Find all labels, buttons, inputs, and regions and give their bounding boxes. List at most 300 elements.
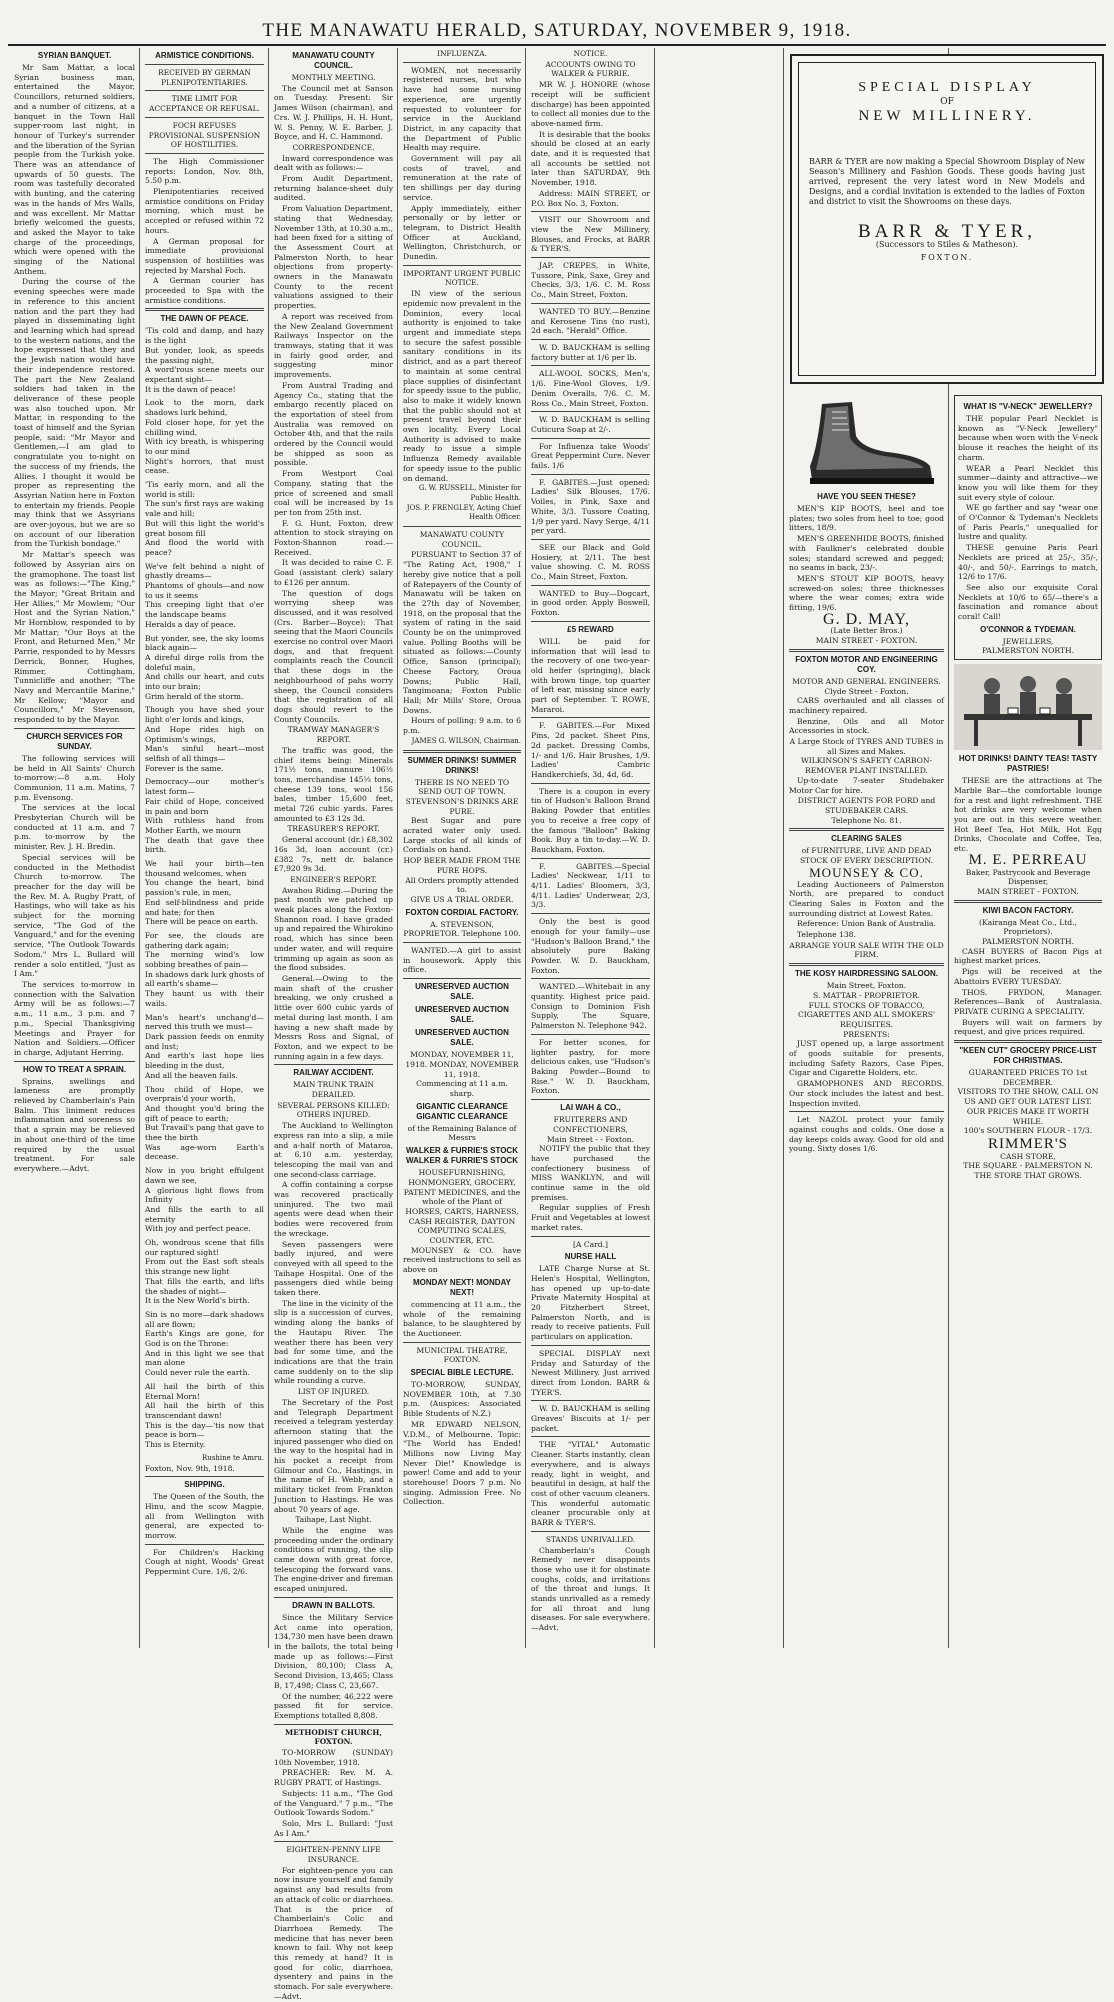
- divider: [531, 1034, 650, 1035]
- divider: [403, 265, 521, 266]
- railway-accident-heading: RAILWAY ACCIDENT.: [293, 1068, 374, 1078]
- advert-line: JUST opened up, a large assortment of goods suitable for presents, including Safety Razors, Case Pipes, Cigar and Cigarette Holders, etc.: [789, 1039, 944, 1078]
- poem-line: With ruthless hand from Mother Earth, we mourn: [145, 816, 264, 835]
- advert-line: commencing at 11 a.m., the whole of the remaining balance, to be slaughtered by the Auctioneer.: [403, 1299, 521, 1338]
- column-6: [785, 392, 948, 1648]
- classified-ad: THE "VITAL" Automatic Cleaner. Starts instantly, clean everywhere, and is always ready, light in weight, and beautiful in design, at half the cost of other vacuum cleaners. This wonderful automatic cleaner procurable only at BARR & TYER'S.: [531, 1440, 650, 1528]
- notice-heading: NOTICE.: [573, 49, 608, 58]
- article-paragraph: Solo, Mrs L. Bullard: "Just As I Am.": [274, 1818, 393, 1838]
- influenza-heading: INFLUENZA.: [437, 49, 487, 58]
- notice-paragraph: PURSUANT to Section 37 of "The Rating Act, 1908," I hereby give notice that a poll of Ratepayers of the County of Manawatu will be taken on the 27th day of November, 1918, on the proposal that the system of rating in the said County be on the unimproved value. Polling Booths will be situated as follows:—County Office, Sanson (principal); Cheese Factory, Oroua Downs; Public Hall, Tangimoana; Foxton Public Hall; Mr Mills' Store, Oroua Downs.: [403, 550, 521, 715]
- advert-line: THERE IS NO NEED TO SEND OUT OF TOWN. STEVENSON'S DRINKS ARE PURE.: [405, 777, 519, 816]
- poem-line: That fills the earth, and lifts the shades of night—: [145, 1276, 264, 1296]
- article-paragraph: A German proposal for immediate provisional suspension of hostilities was rejected by Marshal Foch.: [145, 236, 264, 275]
- advert-line: PALMERSTON NORTH.: [981, 937, 1075, 947]
- article-paragraph: The line in the vicinity of the slip is a succession of curves, winding along the banks of the Hautapu River. The weather there has been very bad for some time, and the indications are that the train came suddenly on to the slip while rounding a curve.: [274, 1298, 393, 1386]
- advert-line: Up-to-date 7-seater Studebaker Motor Car for hire.: [789, 775, 944, 795]
- divider: [531, 978, 650, 979]
- foxton-motor-heading: FOXTON MOTOR AND ENGINEERING COY.: [795, 654, 938, 674]
- column-rule: [525, 48, 526, 1648]
- clearing-sales-heading: CLEARING SALES: [831, 834, 902, 844]
- column-rule: [654, 48, 655, 1648]
- article-paragraph: General.—Owing to the main shaft of the crusher breaking, we only crushed a little over 600 cubic yards of metal during last month. I am having a new shaft made by Messrs Ross and Signal, of Foxton, and we expect to be running again in a few days.: [274, 973, 393, 1061]
- divider: [789, 963, 944, 966]
- advert-body: BARR & TYER are now making a Special Showroom Display of New Season's Millinery and Fashion Goods. These goods having just arrived, represent the very latest word in New Models and Designs, and a cordial invitation is extended to the ladies of Foxton and district to visit the Showrooms on these days.: [809, 157, 1085, 206]
- article-paragraph: TO-MORROW (SUNDAY) 10th November, 1918.: [274, 1748, 393, 1767]
- divider: [403, 62, 521, 63]
- divider: [531, 438, 650, 439]
- poem-line: Sin is no more—dark shadows all are flown;: [145, 1309, 264, 1329]
- church-services-heading: CHURCH SERVICES FOR SUNDAY.: [26, 731, 123, 751]
- classified-ad: VISIT our Showroom and view the New Millinery, Blouses, and Frocks, at BARR & TYER'S.: [531, 215, 650, 254]
- poem-line: Man's heart's unchang'd—nerved this truth we must—: [145, 1012, 264, 1032]
- poem-line: This is the day—'tis now that peace is born—: [145, 1420, 264, 1440]
- poem-line: 'Tis cold and damp, and hazy is the light: [145, 326, 264, 346]
- masthead: THE MANAWATU HERALD, SATURDAY, NOVEMBER 9, 1918.: [262, 20, 852, 41]
- divider: [274, 1724, 393, 1725]
- divider: [531, 1345, 650, 1346]
- divider: [531, 539, 650, 540]
- subhead: MAIN TRUNK TRAIN DERAILED.: [293, 1080, 374, 1100]
- divider: [531, 717, 650, 718]
- poem-line: Thou child of Hope, we overprais'd your worth,: [145, 1084, 264, 1104]
- notice-paragraph: MR W. J. HONORE (whose receipt will be sufficient discharge) has been appointed to collect all monies due to the above-named firm.: [531, 80, 650, 128]
- notice-paragraph: IN view of the serious epidemic now prevalent in the Dominion, every local authority is enjoined to take urgent and immediate steps to secure the safest possible sanitary conditions in its district, and as a part thereof to maintain at some central place supplies of disinfectant for speedy issue to the public, also to make it widely known that the public should not at present travel beyond their own locality. Every Local Authority is advised to make ready to issue a simple Influenza Remedy available for speedy issue to the public on demand.: [403, 289, 521, 483]
- divider: [789, 828, 944, 831]
- rimmer-name: RIMMER'S: [988, 1135, 1068, 1152]
- advert-line: A Large Stock of TYRES AND TUBES in all Sizes and Makes.: [789, 737, 944, 756]
- subhead: ENGINEER'S REPORT.: [290, 874, 377, 884]
- perreau-name: M. E. PERREAU: [968, 851, 1088, 868]
- advert-line: HOP BEER MADE FROM THE PURE HOPS.: [403, 856, 521, 875]
- subhead: Taihape, Last Night.: [295, 1515, 372, 1525]
- article-paragraph: Subjects: 11 a.m., "The God of the Vanguard." 7 p.m., "The Outlook Towards Sodom.": [274, 1788, 393, 1818]
- poem-line: And flood the world with peace?: [145, 538, 264, 557]
- advert-line: GIVE US A TRIAL ORDER.: [410, 894, 514, 904]
- advert-line: MEN'S KIP BOOTS, heel and toe plates; two soles from heel to toe; good litters, 18/9.: [789, 504, 944, 533]
- advert-line: (Late Better Bros.): [830, 626, 903, 636]
- poem-line: Though you have shed your light o'er lords and kings,: [145, 705, 264, 725]
- classified-ad: WILL be paid for information that will lead to the recovery of one two-year-old heifer (springing), black with brown tinge, top quarter of left ear, missing since early part of September. T. ROWE, Mararoi.: [531, 636, 650, 714]
- poem-line: We've felt behind a night of ghastly dreams—: [145, 561, 264, 581]
- classified-ad: F. GABITES.—For Mixed Pins, 2d packet. Sheet Pins, 2d packet. Dressing Combs, 1/- and 1/6. Hair Brushes, 1/9. Ladies' Cambric Handkerchiefs, 3d, 4d, 6d.: [531, 721, 650, 779]
- divider: [145, 64, 264, 65]
- advert-line: Leading Auctioneers of Palmerston North, are prepared to conduct Clearing Sales in Foxton and the surrounding district at Lowest Rates.: [789, 879, 944, 918]
- advert-line: Best Sugar and pure acrated water only used. Large stocks of all kinds of Cordials on hand.: [403, 816, 521, 855]
- shipping-heading: SHIPPING.: [184, 1480, 225, 1490]
- notice-signature: G. W. RUSSELL, Minister for Public Health.: [418, 484, 521, 502]
- article-paragraph: A German courier has proceeded to Spa with the armistice conditions.: [145, 276, 264, 305]
- poem-line: We hail your birth—ten thousand welcomes, when: [145, 859, 264, 878]
- poem-line: But yonder, look, as speeds the passing night,: [145, 345, 264, 365]
- notice-signature: JAMES G. WILSON, Chairman.: [411, 736, 521, 745]
- auction-heading: UNRESERVED AUCTION SALE.: [415, 982, 509, 1002]
- article-paragraph: The Council met at Sanson on Tuesday. Present: Sir James Wilson (chairman), and Crs. W. J. Phillips, H. H. Hunt, W. S. Penny, W. E. Barber, J. Boyce, and H. C. Hammond.: [274, 83, 393, 142]
- dawn-of-peace-heading: THE DAWN OF PEACE.: [160, 314, 249, 324]
- article-paragraph: The services to-morrow in connection with the Salvation Army will be as follows:—7 a.m., 11 a.m., 3 p.m. and 7 p.m., Special Thanksgiving Meetings and Prayer for Nation and Soldiers.—Officer in charge, Adjutant Herring.: [14, 979, 135, 1057]
- article-paragraph: Special services will be conducted in the Methodist Church to-morrow. The preacher for the day will be the Rev. M. A. Rugby Pratt, of Hastings, who will take as his subject for the morning service, "The God of the Vanguard," and for the evening service, "The Outlook Towards Sodom." Mrs L. Bullard will render a solo entitled, "Just as I Am.": [14, 852, 135, 979]
- classified-ad: WANTED TO BUY.—Benzine and Kerosene Tins (no rust), 2d each. "Herald" Office.: [531, 306, 650, 336]
- notice-subhead: ACCOUNTS OWING TO WALKER & FURRIE.: [545, 59, 636, 79]
- kiwi-bacon-heading: KIWI BACON FACTORY.: [982, 905, 1074, 915]
- divider: [954, 1040, 1102, 1043]
- article-paragraph: The High Commissioner reports: London, Nov. 8th, 5.50 p.m.: [145, 156, 264, 186]
- stands-unrivalled-heading: STANDS UNRIVALLED.: [545, 1534, 636, 1544]
- classified-ad: For better scones, for lighter pastry, for more delicious cakes, use "Hudson's Baking Powder—Bound to Rise." W. D. Bauckham, Foxton.: [531, 1037, 650, 1096]
- hot-drinks-heading: HOT DRINKS! DAINTY TEAS! TASTY PASTRIES!: [958, 754, 1098, 774]
- poem-line: The death that gave thee birth.: [145, 835, 264, 855]
- divider: [403, 526, 521, 527]
- syrian-banquet-heading: SYRIAN BANQUET.: [37, 51, 112, 60]
- advert-line: FULL STOCKS OF TOBACCO, CIGARETTES AND ALL SMOKERS' REQUISITES.: [797, 1000, 936, 1029]
- divider: [531, 858, 650, 859]
- poem-line: Oh, wondrous scene that fills our raptured sight!: [145, 1238, 264, 1257]
- classified-ad: Only the best is good enough for your family—use "Hudson's Balloon Brand," the absolutely pure Baking Powder. W. D. Bauckham, Foxton.: [531, 917, 650, 975]
- notice-paragraph: WOMEN, not necessarily registered nurses, but who have had some nursing experience, are urgently requested to volunteer for service in the Auckland District, in any capacity that the Department of Public Health may require.: [403, 65, 521, 153]
- advert-line: (Kairanga Meat Co., Ltd., Proprietors).: [979, 917, 1077, 937]
- subhead: TRAMWAY MANAGER'S REPORT.: [287, 725, 380, 745]
- poem-line: But yonder, see, the sky looms black again—: [145, 633, 264, 653]
- poem-line: A direful dirge rolls from the doleful main,: [145, 652, 264, 672]
- advert-line: PALMERSTON NORTH.: [981, 646, 1075, 656]
- advert-line: THE SQUARE - PALMERSTON N.: [963, 1161, 1093, 1171]
- advert-line: Main Street, Foxton.: [826, 981, 907, 991]
- advert-line: WE go farther and say "wear one of O'Connor & Tydeman's Necklets of Paris Pearls," unequalled for lustre and quality.: [958, 503, 1098, 542]
- article-paragraph: The Secretary of the Post and Telegraph Department received a telegram yesterday afternoon stating that the injured passenger who died on the way to the hospital had in his pocket a receipt from Gilmour and Co., Hastings, in the name of H. Webb, and a military ticket from Frankton Junction to Hastings. He was about 70 years of age.: [274, 1397, 393, 1514]
- divider: [531, 411, 650, 412]
- poem-line: And thought you'd bring the gift of peace to earth;: [145, 1103, 264, 1123]
- article-paragraph: Mr Mattar's speech was followed by Assyrian airs on the gramophone. The toast list was as follows:—"The King," the Mayor; "Great Britain and Her Allies," Mr Mowlem; "Our Host and the Syrian Nation," Mr Hornblow, responded to by Mr Mattar; "Our Boys at the Front, and Returned Men," Mr Parrie, responded to by Messrs Derrick, Bonner, Hughes, Rimmer, Cottingham, Tunnicliffe and another; "The Navy and Mercantile Marine," Mr Kellow; "Mayor and Councillors," Mr Stevenson, responded to by the Mayor.: [14, 550, 135, 725]
- notice-paragraph: Address: MAIN STREET, or P.O. Box No. 3, Foxton.: [531, 188, 650, 208]
- column-5: [527, 48, 654, 1648]
- advert-line: JEWELLERS,: [1002, 636, 1054, 646]
- article-paragraph: The question of dogs worrying sheep was discussed, and it was resolved (Crs. Barber—Boyce): That seeing that the Maori Councils exercise no control over Maori dogs, and that frequent complaints reach the Council that these dogs in the neighbourhood of pahs worry sheep, the Council considers that the registration of all dogs should revert to the County Councils.: [274, 588, 393, 724]
- advert-line: Telephone 138.: [797, 930, 856, 940]
- divider: [531, 474, 650, 475]
- article-paragraph: A report was received from the New Zealand Government Railways Inspector on the tramways, stating that it was in fairly good order, and suggesting minor improvements.: [274, 311, 393, 380]
- advert-line: MR EDWARD NELSON, V.D.M., of Melbourne. Topic: "The World has Ended! Millions now Living May Never Die!" Knowledge is power! Come and add to your storehouse! Doors 7 p.m. No singing. Admission Free. No Collection.: [403, 1419, 521, 1507]
- advert-firm-town: FOXTON.: [920, 253, 974, 262]
- advert-line: CASH BUYERS of Bacon Pigs at highest market prices.: [954, 946, 1102, 966]
- poem-line: It is the dawn of peace!: [145, 384, 236, 394]
- poem-line: For see, the clouds are gathering dark again;: [145, 930, 264, 950]
- poem-line: Man's sinful heart—most selfish of all things—: [145, 744, 264, 763]
- divider: [403, 750, 521, 753]
- subhead: SEVERAL PERSONS KILLED: OTHERS INJURED.: [277, 1100, 390, 1120]
- column-7: [950, 392, 1106, 1648]
- divider: [145, 1476, 264, 1477]
- theatre-line: MUNICIPAL THEATRE, FOXTON.: [416, 1345, 508, 1365]
- article-paragraph: Of the number, 46,222 were passed fit for service. Exemptions totalled 8,808.: [274, 1691, 393, 1720]
- column-rule: [268, 48, 269, 1648]
- article-paragraph: Sprains, swellings and lameness are promptly relieved by Chamberlain's Pain Balm. This liniment reduces inflammation and soreness so that a sprain may be relieved in about one-third of the time required by the usual treatment. For sale everywhere.—Advt.: [14, 1076, 135, 1173]
- sprain-heading: HOW TO TREAT A SPRAIN.: [22, 1064, 127, 1074]
- advert-line: Baker, Pastrycook and Beverage Dispenser,: [965, 867, 1091, 887]
- v-neck-heading: WHAT IS "V-NECK" JEWELLERY?: [963, 402, 1093, 411]
- poem-line: All hail the birth of this transcendant dawn!: [145, 1401, 264, 1420]
- divider: [403, 1342, 521, 1343]
- poem-line: And in this light we see that man alone: [145, 1348, 264, 1368]
- poem-line: Democracy—our mother's latest form—: [145, 777, 264, 797]
- divider: [145, 308, 264, 311]
- column-rule: [139, 48, 140, 1648]
- article-paragraph: General account (dr.) £8,302 16s 3d, loan account (cr.) £382 7s, nett dr. balance £7,920 9s 3d.: [274, 835, 393, 874]
- poem: [145, 326, 264, 1449]
- divider: [274, 1064, 393, 1065]
- divider: [145, 117, 264, 118]
- advert-line: of FURNITURE, LIVE AND DEAD STOCK OF EVERY DESCRIPTION.: [799, 846, 934, 866]
- classified-ad: F. GABITES.—Special Ladies' Neckwear, 1/11 to 4/11. Ladies' Bloomers, 3/3, 4/11. Ladies' Underwear, 2/3, 3/3.: [531, 861, 650, 910]
- advert-paragraph: For Children's Hacking Cough at night, Woods' Great Peppermint Cure. 1/6, 2/6.: [145, 1547, 264, 1577]
- article-paragraph: Since the Military Service Act came into operation, 134,730 men have been drawn in the ballots, the total being made up as follows:—First Division, 80,100; Class A, Second Division, 13,465; Class B, 17,498; Class C, 23,667.: [274, 1612, 393, 1690]
- advert-line: Telephone No. 81.: [831, 815, 902, 825]
- armistice-heading: ARMISTICE CONDITIONS.: [155, 51, 254, 60]
- article-paragraph: The services at the local Presbyterian Church will be conducted at 11 a.m. and 7 p.m. to-morrow by the minister, Rev. J. H. Bredin.: [14, 803, 135, 852]
- divider: [14, 1061, 135, 1062]
- article-paragraph: Mr Sam Mattar, a local Syrian business man, entertained the Mayor, Councillors, returned soldiers, and a number of citizens, at a banquet in the Town Hall supper-room last night, in honour of Turkey's surrender and the liberation of the Syrian people from the Turkish yoke. There was an attendance of upwards of 50 guests. The room was tastefully decorated with bunting, and the catering was in the hands of Mrs Walls, and was excellent. Mr Mattar briefly welcomed the guests, and asked the Mayor to take charge of the proceedings, which were opened with the singing of the National Anthem.: [14, 63, 135, 276]
- divider: [531, 339, 650, 340]
- advert-title-line: SPECIAL DISPLAY: [858, 80, 1036, 95]
- ballots-heading: DRAWN IN BALLOTS.: [292, 1600, 375, 1610]
- column-1: [10, 48, 139, 1648]
- advert-line: GRAMOPHONES AND RECORDS. Our stock includes the latest and best. Inspection invited.: [789, 1079, 944, 1108]
- notice-signature: JOS. P. FRENGLEY, Acting Chief Health Officer.: [406, 503, 521, 522]
- poem-line: In shadows dark lurk ghosts of all earth's shame—: [145, 969, 264, 989]
- article-paragraph: PREACHER: Rev. M. A. RUGBY PRATT, of Hastings.: [274, 1768, 393, 1788]
- column-rule: [397, 48, 398, 1648]
- divider: [531, 257, 650, 258]
- poem-line: But Travail's pang that gave to thee the birth: [145, 1123, 264, 1143]
- subhead: TREASURER'S REPORT.: [287, 824, 380, 834]
- classified-ad: For Influenza take Woods' Great Peppermint Cure. Never fails. 1/6: [531, 441, 650, 471]
- clearance-heading: GIGANTIC CLEARANCE GIGANTIC CLEARANCE: [416, 1101, 508, 1121]
- armistice-subhead: RECEIVED BY GERMAN PLENIPOTENTIARIES.: [158, 68, 251, 87]
- advert-paragraph: For eighteen-pence you can now insure yourself and family against any bad results from an attack of colic or diarrhoea. That is the price of Chamberlain's Colic and Diarrhoea Remedy. The medicine that has never been known to fail. Why not keep this remedy at hand? It is good for colic, diarrhoea, dysentery and pains in the stomach. For sale everywhere.—Advt.: [274, 1865, 393, 2001]
- classified-ad: F. GABITES.—Just opened: Ladies' Silk Blouses, 17/6. Voiles, in Pink, Saxe and White, 3/3. Tussore Coating, 1/9 per yard. Navy Serge, 4/11 per yard.: [531, 477, 650, 536]
- divider: [274, 1597, 393, 1598]
- divider: [789, 1111, 944, 1112]
- kosy-saloon-heading: THE KOSY HAIRDRESSING SALOON.: [795, 969, 938, 979]
- divider: [531, 303, 650, 304]
- advert-line: MAIN STREET - FOXTON.: [977, 886, 1079, 896]
- classified-ad: JAP. CREPES, in White, Tussore, Pink, Saxe, Grey and Checks, 3/3, 1/6. C. M. Ross Co., Main Street, Foxton.: [531, 261, 650, 300]
- divider: [145, 90, 264, 91]
- advert-line: S. MATTAR - PROPRIETOR.: [813, 990, 920, 1000]
- barr-tyer-advert: [790, 54, 1104, 384]
- cordial-factory-heading: FOXTON CORDIAL FACTORY.: [405, 907, 519, 917]
- advert-line: See also our exquisite Coral Necklets at 10/6 to 65/—there's a fascination and romance about coral! Call!: [958, 582, 1098, 622]
- divider: [789, 649, 944, 652]
- nurse-hall-heading: NURSE HALL: [564, 1252, 617, 1262]
- advert-line: FRUITERERS AND CONFECTIONERS,: [553, 1115, 628, 1134]
- advert-paragraph: Chamberlain's Cough Remedy never disappoints those who use it for obstinate coughs, colds, and irritations of the throat and lungs. It stands unrivalled as a remedy for all throat and lung diseases. For sale everywhere.—Advt.: [531, 1545, 650, 1633]
- advert-line: Buyers will wait on farmers by request, and give prices required.: [954, 1017, 1102, 1037]
- poem-line: 'Tis early morn, and all the world is still:: [145, 480, 264, 499]
- poem-line: It is the New World's birth.: [145, 1296, 250, 1306]
- county-council-heading: MANAWATU COUNTY COUNCIL.: [292, 51, 375, 70]
- classified-ad: LATE Charge Nurse at St. Helen's Hospital, Wellington, has opened up up-to-date Private Maternity Hospital at 20 Fitzherbert Street, Palmerston North, and is ready to receive patients. Full particulars on application.: [531, 1264, 650, 1342]
- poem-dateline: Foxton, Nov. 9th, 1918.: [145, 1463, 235, 1473]
- article-paragraph: Awahou Riding.—During the past month we patched up weak places along the Foxton-Shannon road. I have graded up and repaired the Whirokino road, which has since been under water, and will require trimming up again as soon as the flood subsides.: [274, 885, 393, 973]
- subhead: EIGHTEEN-PENNY LIFE INSURANCE.: [286, 1845, 381, 1865]
- divider: [531, 783, 650, 784]
- mounsey-heading: MOUNSEY & CO.: [809, 864, 924, 880]
- advert-line: VISITORS TO THE SHOW, CALL ON US AND GET OUR LATEST LIST.: [957, 1087, 1099, 1107]
- poem-line: This creeping light that o'er the landscape beams: [145, 600, 264, 620]
- boot-illustration: [792, 396, 942, 488]
- divider: [145, 153, 264, 154]
- poem-line: A glorious light flows from Infinity: [145, 1185, 264, 1205]
- bible-lecture-heading: SPECIAL BIBLE LECTURE.: [410, 1368, 514, 1378]
- v-neck-advert: [954, 395, 1102, 660]
- lai-wah-heading: LAI WAH & CO.,: [560, 1103, 621, 1113]
- article-paragraph: It was decided to raise C. F. Goad (assistant clerk) salary to £126 per annum.: [274, 558, 393, 587]
- poem-line: From out the East soft steals this strange new light: [145, 1257, 264, 1277]
- advert-line: THESE genuine Paris Pearl Necklets are priced at 25/-, 35/-, 40/-, and 50/-. Earrings to match, 12/6 to 17/6.: [958, 543, 1098, 582]
- classified-ad: SEE our Black and Gold Hosiery, at 2/11. The best value showing. C. M. ROSS Co., Main Street, Foxton.: [531, 542, 650, 582]
- auction-heading: UNRESERVED AUCTION SALE.: [415, 1028, 509, 1048]
- divider: [403, 978, 521, 979]
- article-paragraph: F. G. Hunt, Foxton, drew attention to stock straying on Foxton-Shannon road.—Received.: [274, 518, 393, 557]
- poem-line: With icy breath, is whispering to our mind: [145, 437, 264, 456]
- advert-line: MOTOR AND GENERAL ENGINEERS.: [792, 676, 941, 686]
- advert-title-line: OF: [940, 97, 954, 107]
- article-paragraph: From Valuation Department, stating that Wednesday, November 13th, at 10.30 a.m., had been fixed for a sitting of the Assessment Court at Palmerston North, to hear objections from property-owners in the Manawatu County to the recent valuations assigned to their properties.: [274, 204, 393, 311]
- article-paragraph: The Queen of the South, the Hinu, and the scow Magpie, all from Wellington with general, are expected to-morrow.: [145, 1492, 264, 1541]
- advert-line: 100's SOUTHERN FLOUR - 17/3.: [963, 1126, 1093, 1136]
- poem-line: And chills our heart, and cuts into our brain;: [145, 672, 264, 692]
- classified-ad: WANTED.—Whitebait in any quantity. Highest price paid. Consign to Dominion Fish Supply, The Square, Palmerston N. Telephone 942.: [531, 982, 650, 1031]
- advert-line: CASH STORE,: [1000, 1151, 1056, 1161]
- article-paragraph: From Westport Coal Company, stating that the price of screened and small coal will be increased by 1s per ton from 25th inst.: [274, 469, 393, 517]
- advert-firm-name: BARR & TYER,: [857, 221, 1037, 242]
- classified-ad: W. D. BAUCKHAM is selling Cuticura Soap at 2/-.: [531, 415, 650, 434]
- advert-line: DISTRICT AGENTS FOR FORD and STUDEBAKER CARS.: [797, 796, 936, 815]
- wanted-notice: WANTED.—A girl to assist in housework. Apply this office.: [403, 946, 521, 975]
- poem-line: Fold closer hope, for yet the chilling wind,: [145, 417, 264, 437]
- poem-line: Earth's Kings are gone, for God is on the Throne:: [145, 1329, 264, 1349]
- poem-line: And Hope rides high on Optimism's wings,: [145, 724, 264, 744]
- advert-line: MEN'S GREENHIDE BOOTS, finished with Faulkner's celebrated double soles; standard screwed and pegged; no seams in back, 23/-.: [789, 534, 944, 573]
- notice-paragraph: It is desirable that the books should be closed at an early date, and it is requested that all accounts be settled not later than SATURDAY, 9th November, 1918.: [531, 129, 650, 188]
- advert-line: TO-MORROW, SUNDAY, NOVEMBER 10th, at 7.30 p.m. (Auspices: Associated Bible Students of N.Z.): [403, 1380, 521, 1419]
- oconnor-heading: O'CONNOR & TYDEMAN.: [980, 624, 1076, 634]
- divider: [954, 900, 1102, 903]
- article-paragraph: During the course of the evening speeches were made in reference to this ancient nation and the part they had played in disseminating light and learning which had spread to the western nations, and the hope expressed that they and the Jewish nation would have their independence restored. The part the New Zealand soldiers had taken in the deliverance of these people was also touched upon. Mr Mattar, in responding to the toast of himself and the Syrian people, said: "Mr Mayor and Gentlemen,—I am glad to congratulate you to-night on the success of my friends, the Allies. I thought it would be proper as representing the Assyrian Nation here in Foxton to entertain my friends. People may think that we Assyrians are over-joyous, but we are so on account of our liberation from the Turkish bondage.": [14, 277, 135, 549]
- advert-line: All Orders promptly attended to.: [405, 875, 519, 895]
- notice-paragraph: Apply immediately, either personally or by letter or telegram, to District Health Officer at Auckland, Wellington, Christchurch, or Dunedin.: [403, 203, 521, 262]
- armistice-subhead: TIME LIMIT FOR ACCEPTANCE OR REFUSAL.: [149, 94, 260, 114]
- county-council-notice-heading: MANAWATU COUNTY COUNCIL.: [419, 530, 505, 549]
- article-paragraph: The following services will be held in All Saints' Church to-morrow:—8 a.m. Holy Communion, 11 a.m. Matins, 7 p.m. Evensong.: [14, 753, 135, 802]
- notice-paragraph: Hours of polling: 9 a.m. to 6 p.m.: [403, 716, 521, 736]
- advert-line: HOUSEFURNISHING, HONMONGERY, GROCERY, PATENT MEDICINES, and the whole of the Plant of HORSES, CARTS, HARNESS, CASH REGISTER, DAYTON COMPUTING SCALES, COUNTER, ETC.: [403, 1168, 521, 1246]
- summer-drinks-heading: SUMMER DRINKS! SUMMER DRINKS!: [407, 755, 517, 775]
- divider: [531, 913, 650, 914]
- article-paragraph: A coffin containing a corpse was recovered practically uninjured. The two mail agents were dead when their bodies were recovered from the wreckage.: [274, 1180, 393, 1238]
- advert-title-line: NEW MILLINERY.: [858, 108, 1036, 124]
- divider: [531, 1531, 650, 1532]
- methodist-heading: METHODIST CHURCH, FOXTON.: [285, 1727, 382, 1747]
- advert-line: THESE are the attractions at The Marble Bar—the comfortable lounge for a rest and light refreshment. THE hot drinks are very welcome when you are out in this severe weather. Hot Beef Tea, Hot Milk, Hot Egg Drinks, Chocolate and Coffee, Tea, etc.: [954, 776, 1102, 854]
- poem-line: End self-blindness and pride and hate; for then: [145, 897, 264, 917]
- walker-furrie-heading: WALKER & FURRIE'S STOCK WALKER & FURRIE'S STOCK: [406, 1146, 518, 1166]
- advert-line: WEAR a Pearl Necklet this summer—dainty and attractive—we know you will like them for they suit every style of colour.: [958, 463, 1098, 502]
- notice-paragraph: Government will pay all costs of travel, and remuneration at the rate of ten shillings per day during service.: [403, 154, 521, 202]
- article-paragraph: From Austral Trading and Agency Co., stating that the embargo recently placed on the exportation of steel from Australia was removed on October 4th, and that the rails ordered by the Council would be shipped as soon as possible.: [274, 380, 393, 468]
- poem-line: Heralds a day of peace.: [145, 619, 236, 629]
- advert-line: Benzine, Oils and all Motor Accessories in stock.: [789, 716, 944, 736]
- advert-firm-subtitle: (Successors to Stiles & Matheson).: [875, 240, 1019, 249]
- advert-line: MOUNSEY & CO. have received instructions to sell as above on: [403, 1245, 521, 1275]
- monday-next-heading: MONDAY NEXT! MONDAY NEXT!: [413, 1277, 511, 1297]
- column-rule: [783, 48, 784, 1648]
- poem-line: All hail the birth of this Eternal Morn!: [145, 1381, 264, 1401]
- poem-line: There will be peace on earth.: [145, 917, 258, 927]
- advert-line: MONDAY, NOVEMBER 11, 1918. MONDAY, NOVEMBER 11, 1918.: [405, 1050, 519, 1079]
- public-notice-heading: IMPORTANT URGENT PUBLIC NOTICE.: [403, 268, 521, 288]
- advert-line: Reference: Union Bank of Australia.: [797, 919, 936, 929]
- poem-line: But will this light the world's great bosom fill: [145, 518, 264, 538]
- g-d-may-name: G. D. MAY,: [823, 610, 910, 628]
- poem-line: And all the heaven fails.: [145, 1070, 238, 1080]
- tea-room-illustration: [954, 664, 1102, 750]
- poem-line: They haunt us with their wails.: [145, 989, 264, 1008]
- poem-line: A word'rous scene meets our expectant sight—: [145, 365, 264, 384]
- have-you-seen-heading: HAVE YOU SEEN THESE?: [817, 492, 916, 501]
- advert-line: ARRANGE YOUR SALE WITH THE OLD FIRM.: [789, 940, 944, 960]
- divider: [531, 585, 650, 586]
- poem-line: Dark passion feeds on enmity and lust;: [145, 1031, 264, 1051]
- divider: [403, 942, 521, 943]
- poem-line: The sun's first rays are waking vale and hill;: [145, 499, 264, 519]
- poem-line: This is Eternity.: [145, 1440, 206, 1450]
- advert-line: Let NAZOL protect your family against coughs and colds. One dose a day keeps colds away. Good for old and young. Sixty doses 1/6.: [789, 1115, 944, 1154]
- advert-line: Pigs will be received at the Abattoirs EVERY TUESDAY.: [954, 967, 1102, 986]
- classified-ad: W. D. BAUCKHAM is selling Greaves' Biscuits at 1/- per packet.: [531, 1404, 650, 1433]
- advert-line: OUR PRICES MAKE IT WORTH WHILE.: [966, 1106, 1090, 1126]
- card-label: [A Card.]: [572, 1239, 609, 1249]
- masthead-rule: [8, 44, 1106, 46]
- poem-line: Was age-worn Earth's decease.: [145, 1142, 264, 1162]
- column-3: [270, 48, 397, 2001]
- article-paragraph: The traffic was good, the chief items being: Minerals 171½ tons, manure 106½ tons, merchandise 145⅓ tons, cheese 139 tons, wool 156 bales, timber 15,600 feet, metal 726 cubic yards. Fares amounted to £3 12s 3d.: [274, 745, 393, 823]
- poem-line: And fills the earth to all eternity: [145, 1204, 264, 1224]
- advert-line: Main Street - - Foxton.: [547, 1134, 634, 1144]
- divider: [531, 1236, 650, 1237]
- divider: [531, 211, 650, 212]
- classified-ad: ALL-WOOL SOCKS, Men's, 1/6. Fine-Wool Gloves, 1/9. Denim Overalls, 7/6. C. M. Ross Co., Main Street, Foxton.: [531, 369, 650, 408]
- advert-line: of the Remaining Balance of Messrs: [407, 1123, 517, 1143]
- advert-line: MEN'S STOUT KIP BOOTS, heavy screwed-on soles; three thicknesses where the wear comes; extra wide fitting, 19/6.: [789, 573, 944, 613]
- divider: [531, 1436, 650, 1437]
- divider: [531, 621, 650, 622]
- auction-heading: UNRESERVED AUCTION SALE.: [415, 1005, 509, 1025]
- divider: [531, 365, 650, 366]
- article-paragraph: From Audit Department, returning balance-sheet duly audited.: [274, 174, 393, 203]
- advert-line: THOS. FRYDON, Manager. References—Bank of Australasia. PRIVATE CURING A SPECIALITY.: [954, 987, 1102, 1016]
- classified-ad: There is a coupon in every tin of Hudson's Balloon Brand Baking Powder that entitles you to receive a free copy of the famous "Balloon" Baking Book. Buy a tin to-day.—W. D. Bauckham, Foxton.: [531, 786, 650, 854]
- classified-ad: WANTED to Buy—Dogcart, in good order. Apply Boswell, Foxton.: [531, 588, 650, 618]
- column-4: [399, 48, 525, 1648]
- reward-heading: £5 REWARD: [567, 624, 614, 634]
- advert-line: CARS overhauled and all classes of machinery repaired.: [789, 696, 944, 715]
- poem-line: The morning wind's low sobbing breathes of pain—: [145, 950, 264, 970]
- advert-line: Commencing at 11 a.m. sharp.: [416, 1079, 508, 1098]
- subhead: MONTHLY MEETING.: [291, 73, 376, 82]
- poem-line: Grim herald of the storm.: [145, 691, 244, 701]
- poem-signature: Rushine te Amru.: [202, 1453, 264, 1462]
